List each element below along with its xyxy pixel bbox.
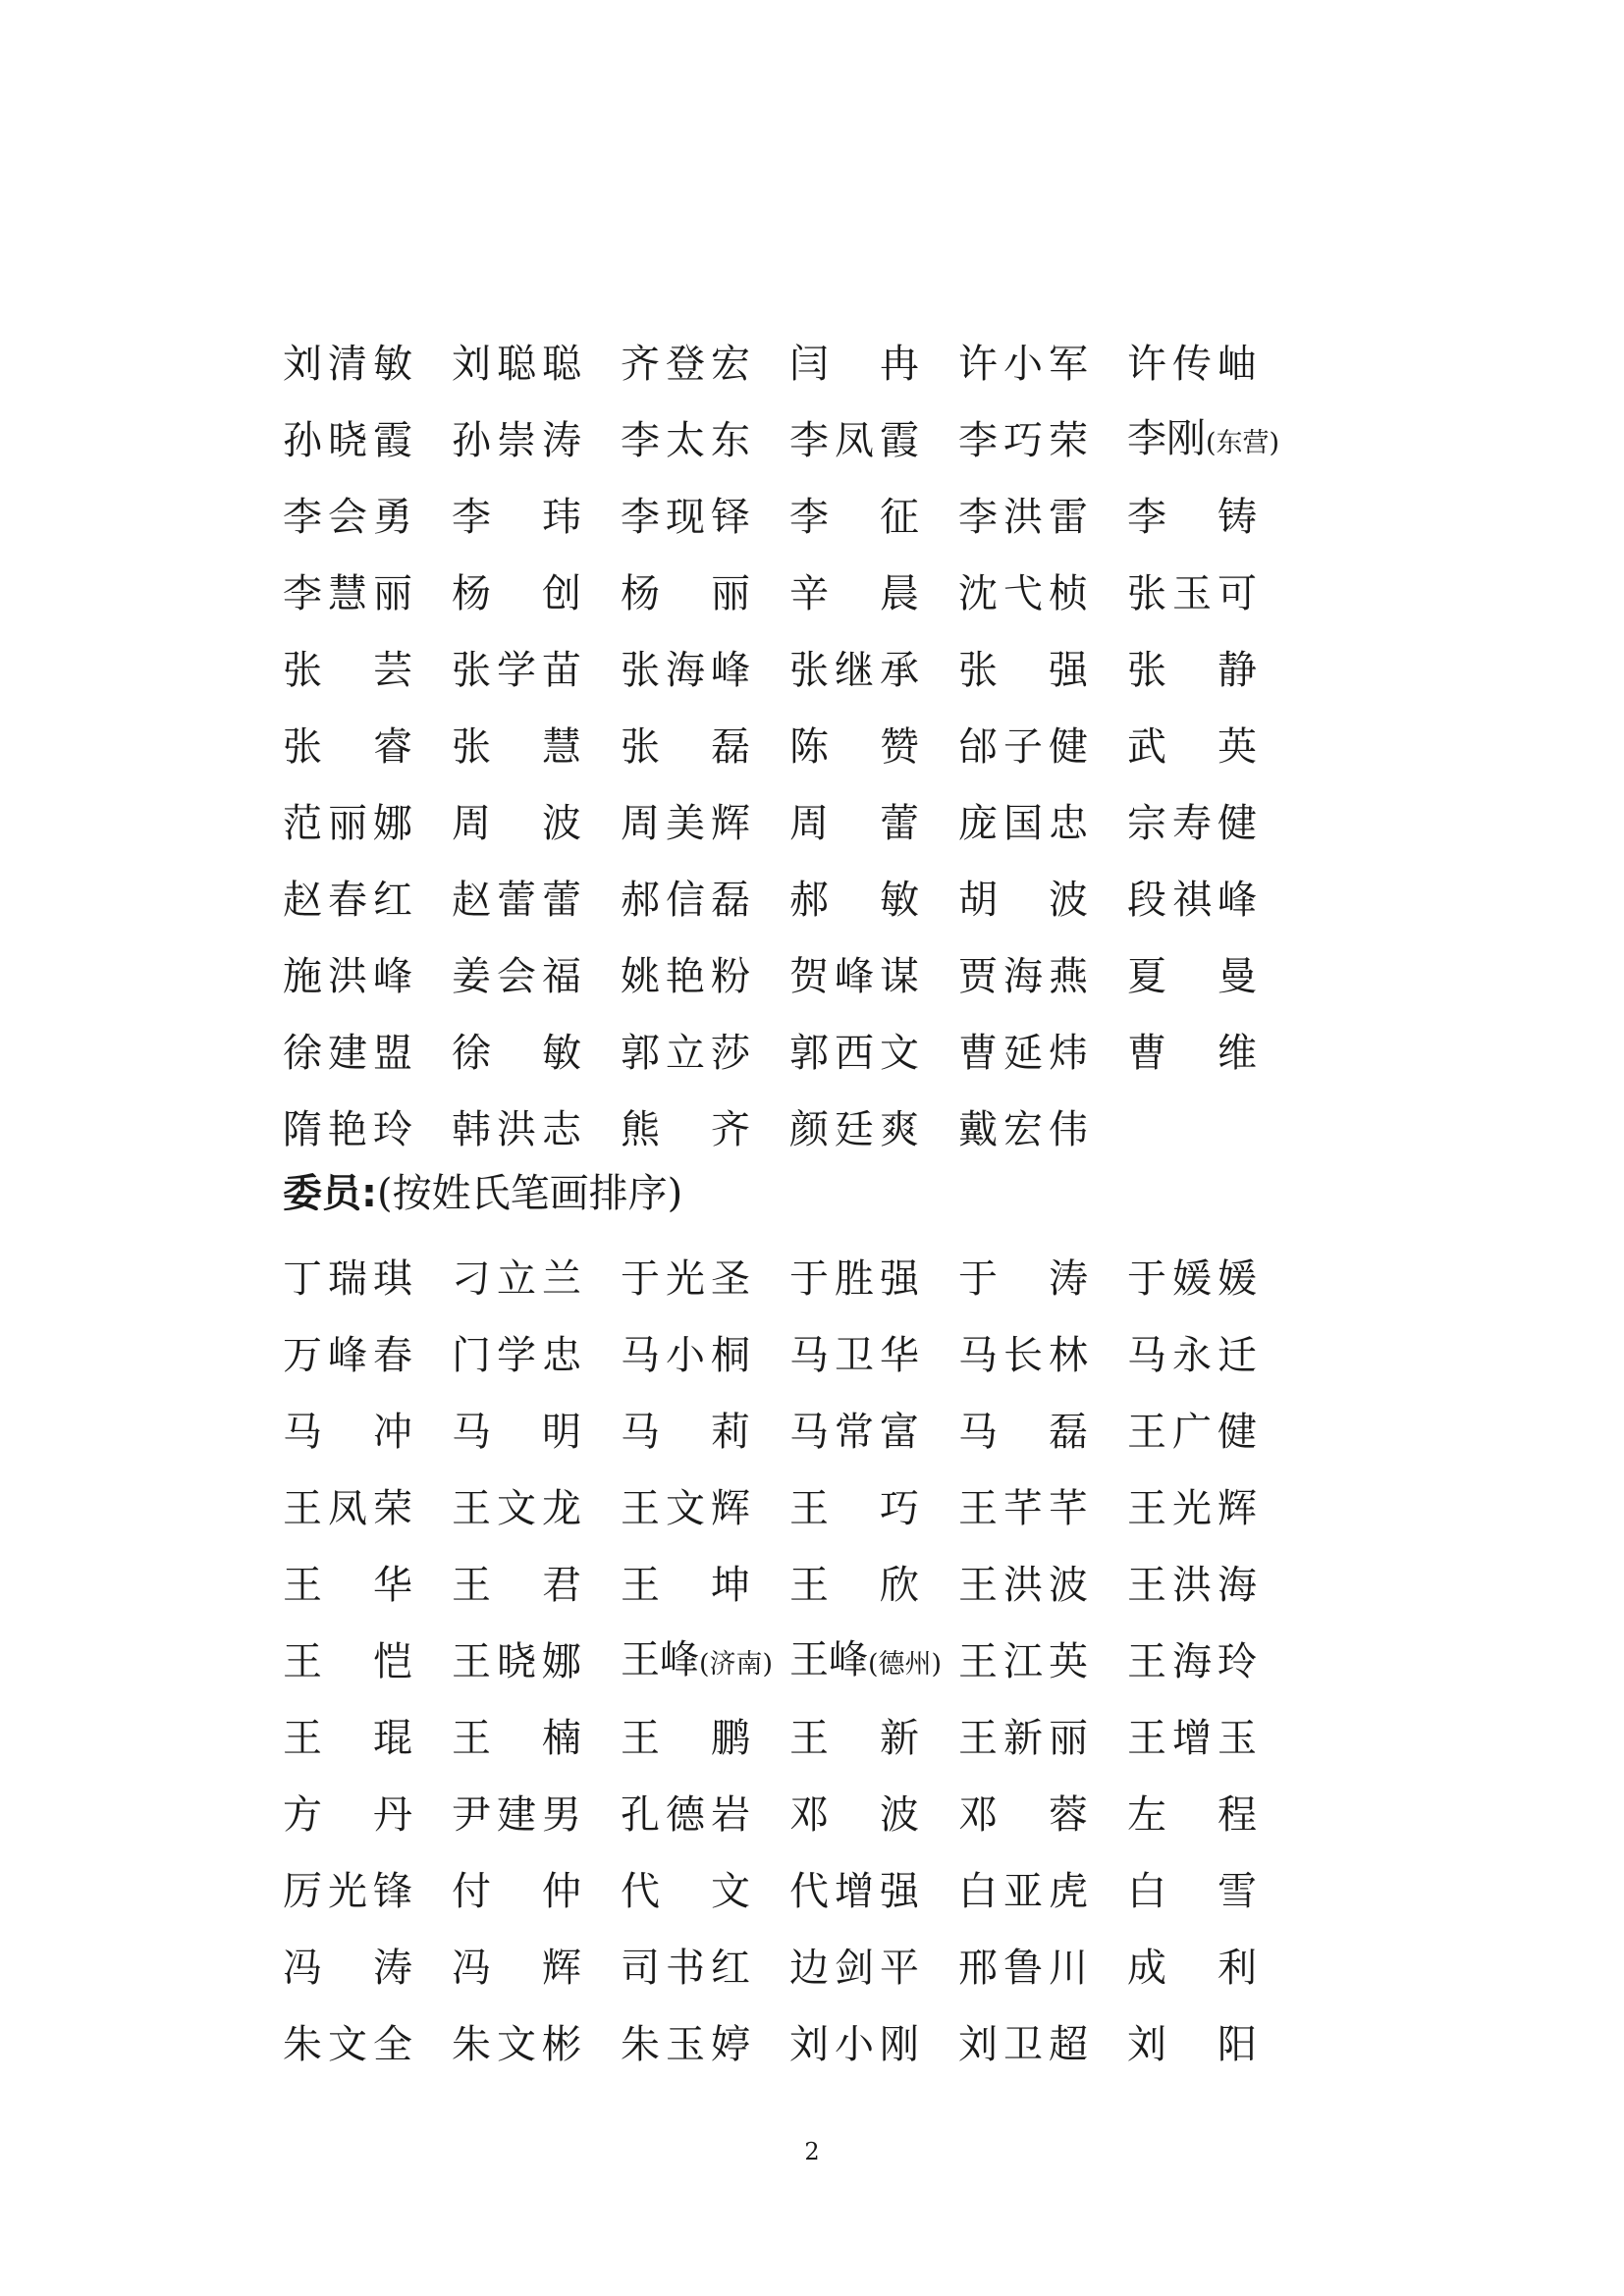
person-name: 李巧荣	[958, 418, 1088, 463]
person-name: 陈赞	[789, 724, 919, 770]
person-name: 邓蓉	[958, 1792, 1088, 1838]
person-name: 辛晨	[789, 571, 919, 616]
person-name: 夏曼	[1127, 954, 1257, 999]
person-name: 冯涛	[283, 1946, 412, 1991]
person-name: 王新丽	[958, 1716, 1088, 1761]
name-row	[283, 402, 1373, 479]
person-name: 齐登宏	[621, 342, 750, 387]
name-row	[283, 326, 1373, 402]
person-name: 熊齐	[621, 1107, 750, 1152]
person-name: 付仲	[452, 1869, 581, 1914]
person-name: 姜会福	[452, 954, 581, 999]
person-name: 王凤荣	[283, 1486, 412, 1531]
person-name: 司书红	[621, 1946, 750, 1991]
person-name: 李刚(东营)	[1127, 415, 1280, 461]
person-name: 王光辉	[1127, 1486, 1257, 1531]
person-name: 王琨	[283, 1716, 412, 1761]
person-name: 方丹	[283, 1792, 412, 1838]
person-name: 周美辉	[621, 801, 750, 846]
person-name: 王芊芊	[958, 1486, 1088, 1531]
person-name: 马莉	[621, 1410, 750, 1455]
person-name: 庞国忠	[958, 801, 1088, 846]
person-name: 朱文全	[283, 2022, 412, 2067]
person-name: 白亚虎	[958, 1869, 1088, 1914]
person-name: 赵蕾蕾	[452, 878, 581, 923]
person-name: 隋艳玲	[283, 1107, 412, 1152]
name-row	[283, 1700, 1373, 1777]
name-list-top	[283, 326, 1373, 1168]
person-name: 王晓娜	[452, 1639, 581, 1684]
name-row	[283, 1317, 1373, 1394]
name-row	[283, 1930, 1373, 2006]
person-name: 徐建盟	[283, 1031, 412, 1076]
person-name: 王峰(济南)	[621, 1636, 774, 1682]
person-name: 张玉可	[1127, 571, 1257, 616]
name-row	[283, 556, 1373, 632]
person-name: 刁立兰	[452, 1256, 581, 1302]
person-name: 武英	[1127, 724, 1257, 770]
person-name: 刘卫超	[958, 2022, 1088, 2067]
person-name: 杨丽	[621, 571, 750, 616]
person-name: 万峰春	[283, 1333, 412, 1378]
page-number: 2	[804, 2138, 820, 2165]
person-name: 沈弋桢	[958, 571, 1088, 616]
person-name: 王文辉	[621, 1486, 750, 1531]
person-name: 姚艳粉	[621, 954, 750, 999]
person-name: 王新	[789, 1716, 919, 1761]
person-name: 王文龙	[452, 1486, 581, 1531]
person-name: 于胜强	[789, 1256, 919, 1302]
person-name: 宗寿健	[1127, 801, 1257, 846]
name-row	[283, 862, 1373, 938]
name-row	[283, 1015, 1373, 1092]
person-name: 边剑平	[789, 1946, 919, 1991]
person-name: 李征	[789, 495, 919, 540]
person-name: 李玮	[452, 495, 581, 540]
person-name: 王峰(德州)	[789, 1636, 943, 1682]
person-name: 王楠	[452, 1716, 581, 1761]
person-name: 厉光锋	[283, 1869, 412, 1914]
person-name: 张芸	[283, 648, 412, 693]
person-name: 刘阳	[1127, 2022, 1257, 2067]
person-name: 王恺	[283, 1639, 412, 1684]
person-name: 代增强	[789, 1869, 919, 1914]
person-name: 李铸	[1127, 495, 1257, 540]
person-name: 张海峰	[621, 648, 750, 693]
person-name: 王洪海	[1127, 1563, 1257, 1608]
person-name: 孔德岩	[621, 1792, 750, 1838]
name-row	[283, 632, 1373, 709]
name-row	[283, 2006, 1373, 2083]
name-row	[283, 1394, 1373, 1470]
committee-label: 委员:	[283, 1171, 377, 1216]
person-name: 施洪峰	[283, 954, 412, 999]
person-name: 张磊	[621, 724, 750, 770]
person-name: 郝敏	[789, 878, 919, 923]
person-name: 邢鲁川	[958, 1946, 1088, 1991]
person-name: 朱文彬	[452, 2022, 581, 2067]
person-name: 张继承	[789, 648, 919, 693]
person-name: 曹延炜	[958, 1031, 1088, 1076]
person-name: 门学忠	[452, 1333, 581, 1378]
name-row	[283, 1241, 1373, 1317]
person-name: 马卫华	[789, 1333, 919, 1378]
person-name: 马小桐	[621, 1333, 750, 1378]
person-name: 李会勇	[283, 495, 412, 540]
person-name: 李凤霞	[789, 418, 919, 463]
person-name: 郭立莎	[621, 1031, 750, 1076]
person-name: 王广健	[1127, 1410, 1257, 1455]
name-row	[283, 1853, 1373, 1930]
person-name: 马长林	[958, 1333, 1088, 1378]
person-name: 刘聪聪	[452, 342, 581, 387]
person-name: 代文	[621, 1869, 750, 1914]
name-row	[283, 1624, 1373, 1700]
name-row	[283, 479, 1373, 556]
name-list-committee	[283, 1241, 1373, 2083]
person-name: 孙晓霞	[283, 418, 412, 463]
person-name: 马明	[452, 1410, 581, 1455]
person-name: 王洪波	[958, 1563, 1088, 1608]
person-name: 李太东	[621, 418, 750, 463]
person-name: 王江英	[958, 1639, 1088, 1684]
person-name: 马冲	[283, 1410, 412, 1455]
person-name: 于光圣	[621, 1256, 750, 1302]
person-name: 李洪雷	[958, 495, 1088, 540]
person-name: 范丽娜	[283, 801, 412, 846]
person-name: 赵春红	[283, 878, 412, 923]
person-name: 张学苗	[452, 648, 581, 693]
person-name: 王海玲	[1127, 1639, 1257, 1684]
person-name: 孙崇涛	[452, 418, 581, 463]
person-name: 杨创	[452, 571, 581, 616]
person-name: 张睿	[283, 724, 412, 770]
committee-sort-note: (按姓氏笔画排序)	[377, 1171, 683, 1216]
person-name: 刘小刚	[789, 2022, 919, 2067]
person-name: 段祺峰	[1127, 878, 1257, 923]
person-name: 王坤	[621, 1563, 750, 1608]
name-row	[283, 785, 1373, 862]
person-name: 邰子健	[958, 724, 1088, 770]
name-row	[283, 1777, 1373, 1853]
person-name: 成利	[1127, 1946, 1257, 1991]
person-name: 于媛媛	[1127, 1256, 1257, 1302]
person-name: 戴宏伟	[958, 1107, 1088, 1152]
name-row	[283, 1470, 1373, 1547]
person-name: 丁瑞琪	[283, 1256, 412, 1302]
person-name: 王鹏	[621, 1716, 750, 1761]
person-name: 曹维	[1127, 1031, 1257, 1076]
person-name: 闫冉	[789, 342, 919, 387]
person-name: 左程	[1127, 1792, 1257, 1838]
person-name: 颜廷爽	[789, 1107, 919, 1152]
person-name: 马永迁	[1127, 1333, 1257, 1378]
person-name: 马常富	[789, 1410, 919, 1455]
person-name: 张静	[1127, 648, 1257, 693]
person-name: 许小军	[958, 342, 1088, 387]
person-name: 韩洪志	[452, 1107, 581, 1152]
name-row	[283, 938, 1373, 1015]
person-name: 周波	[452, 801, 581, 846]
person-name: 王君	[452, 1563, 581, 1608]
person-name: 王华	[283, 1563, 412, 1608]
person-name: 胡波	[958, 878, 1088, 923]
person-name: 马磊	[958, 1410, 1088, 1455]
person-name: 王巧	[789, 1486, 919, 1531]
person-name: 郝信磊	[621, 878, 750, 923]
person-name: 贺峰谋	[789, 954, 919, 999]
person-name: 张强	[958, 648, 1088, 693]
person-name: 朱玉婷	[621, 2022, 750, 2067]
person-name: 贾海燕	[958, 954, 1088, 999]
person-name: 冯辉	[452, 1946, 581, 1991]
person-name: 于涛	[958, 1256, 1088, 1302]
person-name: 王欣	[789, 1563, 919, 1608]
committee-heading	[283, 1155, 682, 1232]
name-row	[283, 1547, 1373, 1624]
person-name: 刘清敏	[283, 342, 412, 387]
person-name: 周蕾	[789, 801, 919, 846]
name-row	[283, 709, 1373, 785]
person-name: 张慧	[452, 724, 581, 770]
person-name: 王增玉	[1127, 1716, 1257, 1761]
person-name: 徐敏	[452, 1031, 581, 1076]
person-name: 许传岫	[1127, 342, 1257, 387]
person-name: 尹建男	[452, 1792, 581, 1838]
person-name: 邓波	[789, 1792, 919, 1838]
person-name: 李慧丽	[283, 571, 412, 616]
person-name: 郭西文	[789, 1031, 919, 1076]
person-name: 李现铎	[621, 495, 750, 540]
person-name: 白雪	[1127, 1869, 1257, 1914]
